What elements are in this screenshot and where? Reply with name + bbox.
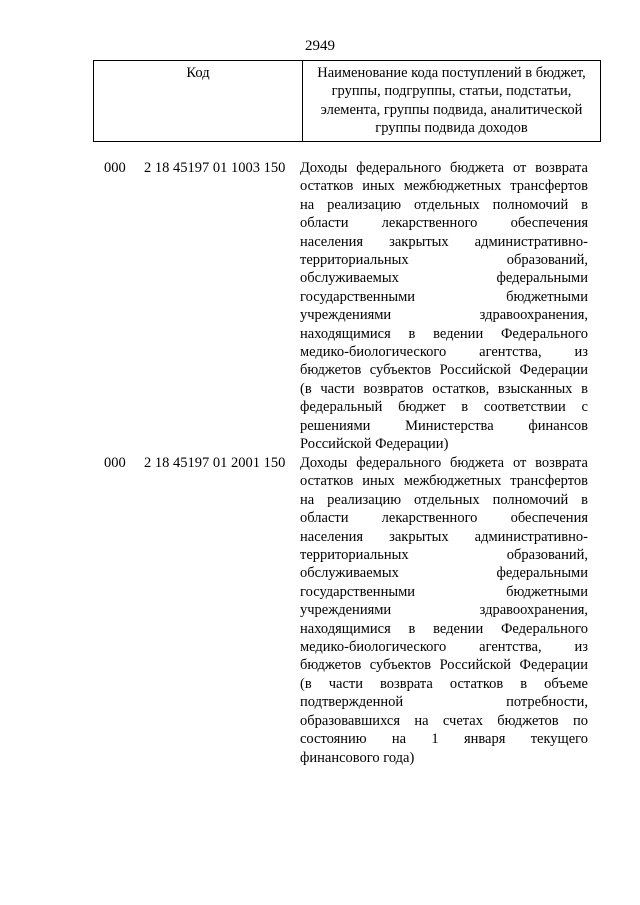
description-line: Доходы федерального бюджета от возврата <box>300 160 588 176</box>
description-line: Доходы федерального бюджета от возврата <box>300 455 588 471</box>
description-line: подтвержденной потребности, <box>300 694 588 711</box>
name-header-line: элемента, группы подвида, аналитической <box>320 101 583 118</box>
description-line: обслуживаемых федеральными <box>300 565 588 582</box>
name-header-line: группы подвида доходов <box>375 120 528 137</box>
description-line: учреждениями здравоохранения, <box>300 602 588 619</box>
name-column-header <box>303 61 601 142</box>
admin-code: 000 <box>104 160 126 176</box>
description-line: находящимися в ведении Федерального <box>300 620 588 637</box>
description-line: остатков иных межбюджетных трансфертов <box>300 473 588 490</box>
description-line: населения закрытых административно- <box>300 528 588 545</box>
description-line: обслуживаемых федеральными <box>300 270 588 287</box>
description-line: (в части возвратов остатков, взысканных в <box>300 380 588 397</box>
code-column-header: Код <box>94 61 303 142</box>
description-line: решениями Министерства финансов <box>300 417 588 434</box>
revenue-code: 2 18 45197 01 1003 150 <box>144 160 286 176</box>
description-line: остатков иных межбюджетных трансфертов <box>300 178 588 195</box>
description-line: территориальных образований, <box>300 252 588 269</box>
name-header-line: Наименование кода поступлений в бюджет, <box>317 65 586 81</box>
description-line: финансового года) <box>300 749 415 766</box>
description-line: медико-биологического агентства, из <box>300 344 588 361</box>
description-line: на реализацию отдельных полномочий в <box>300 196 588 213</box>
description-line: находящимися в ведении Федерального <box>300 325 588 342</box>
description-line: (в части возврата остатков в объеме <box>300 675 588 692</box>
description-line: государственными бюджетными <box>300 288 588 305</box>
admin-code: 000 <box>104 455 126 471</box>
description-line: области лекарственного обеспечения <box>300 215 588 232</box>
description-line: государственными бюджетными <box>300 583 588 600</box>
name-header-line: группы, подгруппы, статьи, подстатьи, <box>331 83 572 100</box>
description-line: на реализацию отдельных полномочий в <box>300 491 588 508</box>
revenue-code-description <box>300 159 588 454</box>
description-line: бюджетов субъектов Российской Федерации <box>300 362 588 379</box>
revenue-code: 2 18 45197 01 2001 150 <box>144 455 286 471</box>
description-line: Российской Федерации) <box>300 436 449 453</box>
revenue-code-description <box>300 454 588 767</box>
column-header-table <box>93 60 601 142</box>
description-line: учреждениями здравоохранения, <box>300 307 588 324</box>
description-line: населения закрытых административно- <box>300 233 588 250</box>
description-line: области лекарственного обеспечения <box>300 510 588 527</box>
description-line: федеральный бюджет в соответствии с <box>300 399 588 416</box>
description-line: состоянию на 1 января текущего <box>300 731 588 748</box>
description-line: бюджетов субъектов Российской Федерации <box>300 657 588 674</box>
description-line: медико-биологического агентства, из <box>300 639 588 656</box>
description-line: территориальных образований, <box>300 547 588 564</box>
description-line: образовавшихся на счетах бюджетов по <box>300 712 588 729</box>
page-number: 2949 <box>305 38 335 54</box>
